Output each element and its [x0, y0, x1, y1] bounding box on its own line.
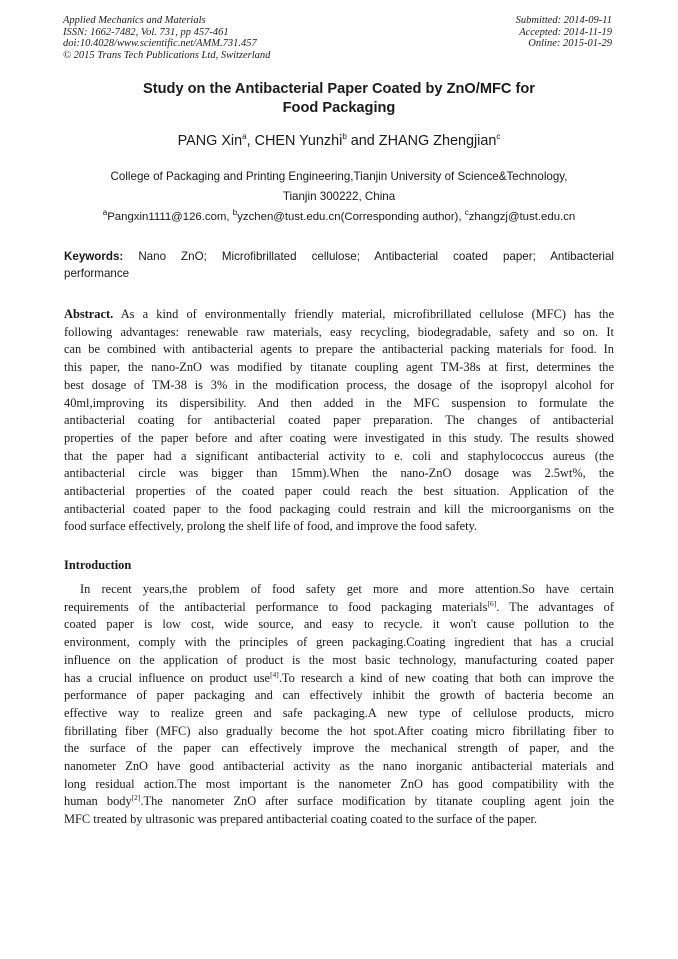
abstract-line: antibacterial circle was bigger than 15mm).When the nano-ZnO dosage was 2.5wt%, the — [64, 466, 614, 481]
introduction-text: . The advantages of — [496, 599, 614, 614]
abstract-line: properties of the paper before and after coating were investigated in this study. The results showed — [64, 430, 614, 445]
journal-name: Applied Mechanics and Materials — [63, 15, 206, 26]
doi-line: doi:10.4028/www.scientific.net/AMM.731.457 — [63, 38, 257, 49]
introduction-text: the surface of the paper can effectively improve the mechanical strength of paper, and the — [64, 741, 614, 756]
email-link[interactable]: Pangxin1111@126.com, — [107, 211, 233, 223]
introduction-text: .To research a kind of new coating that both can improve the — [278, 670, 614, 685]
introduction-text: nanometer ZnO have good antibacterial activity as the nano inorganic antibacterial materials and — [64, 759, 614, 774]
introduction-text: MFC treated by ultrasonic was prepared antibacterial coating coated to the surface of the paper. — [64, 812, 538, 827]
title-line: Study on the Antibacterial Paper Coated by ZnO/MFC for — [143, 81, 535, 97]
section-heading-introduction: Introduction — [64, 558, 132, 572]
introduction-line — [64, 723, 614, 741]
introduction-text: effective way to realize green and safe packaging.A new type of cellulose products, micro — [64, 705, 614, 720]
author-affil-mark: c — [496, 132, 501, 141]
affiliation — [60, 167, 618, 207]
submission-dates — [516, 15, 612, 50]
introduction-text: environment, comply with the principles of green packaging.Coating ingredient that has a crucial — [64, 635, 614, 650]
introduction-line — [64, 634, 614, 652]
introduction-line — [64, 705, 614, 723]
introduction-line — [64, 652, 614, 670]
introduction-line — [64, 616, 614, 634]
abstract-line: can be combined with antibacterial agents to prepare the antibacterial packing materials for food. In — [64, 342, 614, 357]
introduction-line — [64, 758, 614, 776]
author-list — [60, 132, 618, 150]
journal-info — [63, 15, 270, 61]
introduction-text: .The nanometer ZnO after surface modification by titanate coupling agent join the — [140, 794, 614, 809]
abstract-section — [64, 306, 614, 536]
author-affil-mark: a — [242, 132, 247, 141]
introduction-line — [64, 811, 614, 829]
author-name: CHEN Yunzhi — [254, 133, 343, 149]
abstract-line: that the paper had a significant antibacterial activity to e. coli and staphylococcus aureus (the — [64, 448, 614, 463]
email-mark: a — [102, 208, 108, 217]
introduction-text: coated paper is low cost, wide source, and easy to recycle. it won't cause pollution to the — [64, 617, 614, 632]
introduction-line — [64, 687, 614, 705]
issn-line: ISSN: 1662-7482, Vol. 731, pp 457-461 — [63, 26, 229, 38]
paper-title — [60, 80, 618, 118]
abstract-line: best dosage of TM-38 is 3% in the modification process, the dosage of the isopropyl alcohol for — [64, 377, 614, 392]
email-link[interactable]: zhangzj@tust.edu.cn — [468, 211, 576, 223]
author-affil-mark: b — [342, 132, 347, 141]
author-name: PANG Xin — [177, 133, 243, 149]
email-mark: b — [232, 208, 238, 217]
citation-ref[interactable]: [4] — [270, 669, 279, 679]
title-line: Food Packaging — [282, 100, 396, 116]
introduction-line — [64, 581, 614, 599]
abstract-line: following advantages: renewable raw materials, easy recycling, biodegradable, safety and so on. It — [64, 324, 614, 339]
abstract-line — [64, 306, 614, 324]
abstract-line: antibacterial properties of the coated paper could reach the best situation. Application of the — [64, 484, 614, 499]
introduction-text: fibrillating fiber (MFC) also gradually become the hot spot.After coating micro fibrillating fiber to — [64, 723, 614, 738]
author-name: ZHANG Zhengjian — [378, 133, 497, 149]
keywords-section — [64, 248, 614, 282]
accepted-date: Accepted: 2014-11-19 — [519, 26, 612, 38]
copyright-line: © 2015 Trans Tech Publications Ltd, Switzerland — [63, 49, 271, 61]
abstract-line: antibacterial coated paper to the food packaging could restrain and kill the microorganisms on the — [64, 501, 614, 516]
introduction-line — [64, 776, 614, 794]
introduction-text: performance of paper packaging and can effectively inhibit the growth of bacteria become an — [64, 688, 614, 703]
keywords-line — [64, 248, 614, 265]
author-separator: , — [246, 133, 255, 149]
abstract-label: Abstract. — [64, 307, 114, 321]
citation-ref[interactable]: [2] — [131, 793, 141, 803]
introduction-line — [64, 793, 614, 811]
abstract-line: antibacterial coating for antibacterial coated paper preparation. The changes of antibacterial — [64, 413, 614, 428]
introduction-text: has a crucial influence on product use — [64, 670, 271, 685]
introduction-line — [64, 599, 614, 617]
email-mark: c — [464, 208, 469, 217]
citation-ref[interactable]: [6] — [487, 598, 497, 608]
keywords-text: Nano ZnO; Microfibrillated cellulose; Antibacterial coated paper; Antibacterial — [138, 250, 614, 263]
introduction-text: In recent years,the problem of food safety get more and more attention.So have certain — [80, 582, 614, 596]
introduction-text: influence on the application of product is the most basic technology, manufacturing coated paper — [64, 652, 614, 667]
introduction-body — [64, 581, 614, 829]
abstract-line: this paper, the nano-ZnO was modified by titanate coupling agent TM-38s at first, determines the — [64, 360, 614, 375]
email-link[interactable]: yzchen@tust.edu.cn(Corresponding author), — [237, 211, 465, 223]
submitted-date: Submitted: 2014-09-11 — [515, 15, 612, 26]
affiliation-line: Tianjin 300222, China — [282, 190, 396, 203]
keywords-line: performance — [64, 267, 130, 280]
introduction-text: requirements of the antibacterial performance to food packaging materials — [64, 599, 488, 614]
abstract-text: As a kind of environmentally friendly material, microfibrillated cellulose (MFC) has the — [120, 307, 614, 321]
keywords-label: Keywords: — [64, 250, 124, 263]
online-date: Online: 2015-01-29 — [528, 38, 612, 49]
author-separator: and — [346, 133, 379, 149]
introduction-text: human body — [64, 794, 132, 809]
affiliation-line: College of Packaging and Printing Engineering,Tianjin University of Science&Technology, — [110, 170, 568, 183]
abstract-line: food surface effectively, prolong the shelf life of food, and improve the food safety. — [64, 519, 478, 534]
email-list — [60, 210, 618, 224]
introduction-line — [64, 670, 614, 688]
introduction-text: long residual action.The most important is the nanometer ZnO has good compatibility with the — [64, 776, 614, 791]
abstract-line: 40ml,improving its dispersibility. And then added in the MFC suspension to formulate the — [64, 395, 614, 410]
introduction-line — [64, 740, 614, 758]
